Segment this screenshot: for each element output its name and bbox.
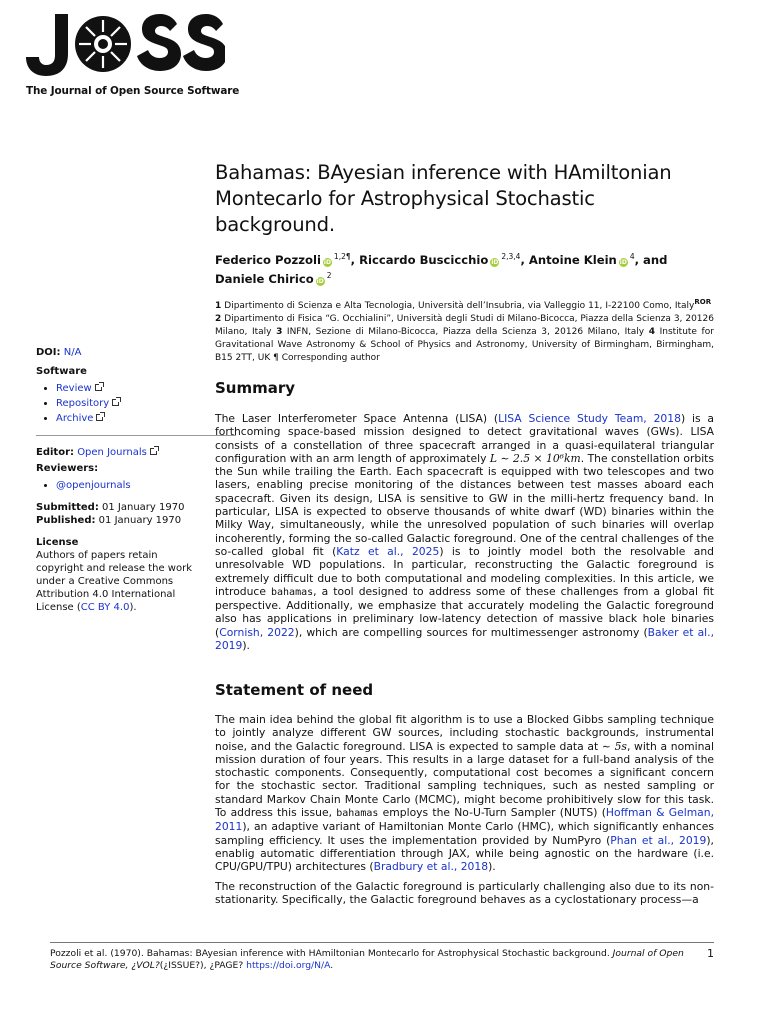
citation-link[interactable]: Katz et al., 2025: [336, 544, 440, 558]
reviewers-row: [36, 462, 236, 475]
text-run: ) is to jointly model both the resolvable and unresolvable WD populations. In particular, reconstructing the Galactic foreground is extremely difficult due to both computational and modeling complexities. In this article, we introduce: [215, 544, 714, 598]
text-run: ), which are compelling sources for multimessenger astronomy (: [294, 625, 648, 639]
citation-link[interactable]: Hoffman & Gelman, 2011: [215, 806, 714, 834]
footer-divider: [50, 942, 714, 943]
affiliation-text: Institute for Gravitational Wave Astronomy & School of Physics and Astronomy, University of Birmingham, Birmingham, B15 2TT, UK: [215, 326, 714, 363]
software-link-item: [56, 397, 236, 410]
author-separator: , and: [634, 252, 668, 267]
author-affiliation-marker: 2: [326, 270, 332, 280]
author-name: Daniele Chirico: [215, 271, 314, 286]
paper-header: [215, 160, 714, 365]
affiliation-text: INFN, Sezione di Milano-Bicocca, Piazza della Scienza 3, 20126 Milano, Italy: [286, 326, 645, 337]
affiliation-number: 2: [215, 313, 222, 324]
math-expression: ∼ 5s: [601, 739, 627, 753]
software-link-item: [56, 412, 236, 425]
license-body: Authors of papers retain copyright and release the work under a Creative Commons Attribution 4.0 International License (: [36, 550, 192, 613]
text-run: ), enablig automatic differentiation through JAX, while being agnostic on the hardware (i.e. CPU/GPU/TPU) architectures (: [215, 833, 714, 874]
editor-link[interactable]: Open Journals: [77, 447, 147, 458]
software-row: [36, 365, 236, 378]
orcid-icon[interactable]: iD: [316, 277, 324, 285]
author-separator: ,: [350, 252, 360, 267]
author-list: [215, 249, 714, 287]
external-link-icon: [95, 384, 102, 391]
author-name: Antoine Klein: [528, 252, 617, 267]
text-run: Pozzoli et al. (1970). Bahamas: BAyesian inference with HAmiltonian Montecarlo for Astrophysical Stochastic background.: [50, 948, 613, 959]
reviewer-link[interactable]: @openjournals: [56, 480, 131, 491]
joss-wordmark-icon: [25, 10, 225, 78]
doi-label: DOI:: [36, 347, 61, 358]
logo-subtitle: The Journal of Open Source Software: [26, 85, 240, 97]
citation-link[interactable]: Cornish, 2022: [219, 625, 295, 639]
external-link-icon: [96, 414, 103, 421]
affiliation-number: 3: [276, 326, 283, 337]
citation-link[interactable]: LISA Science Study Team, 2018: [498, 412, 681, 425]
submitted-date: 01 January 1970: [102, 502, 185, 513]
sidebar-divider: [36, 435, 236, 436]
published-label: Published:: [36, 515, 96, 526]
text-run: ).: [488, 860, 496, 874]
summary-section: [215, 412, 714, 652]
doi-row: [36, 346, 236, 359]
reviewers-label: Reviewers:: [36, 463, 99, 474]
reviewer-item: [56, 479, 236, 492]
orcid-icon[interactable]: iD: [619, 258, 627, 266]
text-run: ) is a forthcoming space-based mission designed to detect gravitational waves (GWs). LISA consists of a constellation of three spacecraft arranged in a quasi-equilateral triangular configuration with an arm length of approximately: [215, 412, 714, 465]
text-run: , a tool designed to address some of these challenges from a global fit perspective. Additionally, we emphasize that accurately modeling the Galactic foreground also has applications in preliminary low-latency detection of massive black hole binaries (: [215, 584, 714, 639]
software-link-item: [56, 382, 236, 395]
author-affiliation-marker: 1,2¶: [333, 252, 351, 261]
text-run: .: [330, 960, 334, 972]
statement-of-need-section: [215, 713, 714, 906]
author-affiliation-marker: 4: [629, 252, 635, 261]
submitted-label: Submitted:: [36, 502, 99, 513]
citation-link[interactable]: Baker et al., 2019: [215, 625, 714, 653]
text-run: . The constellation orbits the Sun while trailing the Earth. Each spacecraft is equipped with two telescopes and two lasers, enabling precise monitoring of the distances between test masses aboard each spacecraft. Given its design, LISA is sensitive to GW in the milli-hertz frequency band. In particular, LISA is expected to observe thousands of white dwarf (WD) binaries within the Milky Way, simultaneously, while the unresolved population of such binaries will overlap incoherently, forming the so-called Galactic foreground. One of the central challenges of the so-called global fit (: [215, 451, 714, 558]
published-date: 01 January 1970: [98, 515, 182, 526]
sidebar: [36, 346, 236, 614]
orcid-icon[interactable]: iD: [491, 258, 499, 266]
review-link[interactable]: Review: [56, 383, 92, 394]
license-text: [36, 549, 208, 614]
text-run: , with a nominal mission duration of four years. This results in a large dataset for a full-band analysis of the stochastic components. Consequently, computational cost becomes a significant concern for the stochastic sector. Traditional sampling techniques, such as nested sampling or standard Markov Chain Monte Carlo (MCMC), might become prohibitively slow for this task. To address this issue,: [215, 739, 715, 820]
author-name: Riccardo Buscicchio: [359, 252, 489, 267]
affiliation-number: 4: [648, 326, 655, 337]
issue-page: (¿ISSUE?), ¿PAGE?: [159, 960, 247, 972]
citation-link[interactable]: Phan et al., 2019: [610, 833, 707, 847]
statement-of-need-heading: Statement of need: [215, 681, 374, 699]
author-separator: ,: [520, 252, 529, 267]
joss-logo: [25, 10, 255, 97]
math-expression: L ∼ 2.5 × 10⁶km: [489, 451, 581, 465]
editor-row: [36, 446, 236, 459]
author-affiliation-marker: 2,3,4: [501, 252, 521, 261]
corresponding-author-note: ¶ Corresponding author: [273, 352, 380, 363]
affiliations: [215, 296, 714, 365]
external-link-icon: [150, 448, 157, 455]
volume: , ¿VOL?: [125, 960, 160, 972]
text-run: ).: [242, 639, 250, 653]
archive-link[interactable]: Archive: [56, 413, 94, 424]
footer-citation: [50, 948, 700, 973]
journal-name: Journal of Open Source Software: [50, 948, 684, 972]
text-run: The main idea behind the global fit algorithm is to use a Blocked Gibbs sampling technique to jointly analyze different GW sources, including stochastic backgrounds, instrumental noise, and the Galactic foreground. LISA is expected to sample data at: [215, 713, 714, 753]
page-footer: [50, 948, 714, 973]
license-label: License: [36, 537, 79, 548]
reviewers-list: [36, 479, 236, 492]
software-links: [36, 382, 236, 425]
orcid-icon[interactable]: iD: [323, 258, 331, 266]
submitted-row: [36, 501, 236, 514]
affiliation-number: 1: [215, 300, 222, 311]
doi-link[interactable]: N/A: [63, 347, 82, 358]
page-number: 1: [707, 947, 714, 960]
summary-heading: Summary: [215, 379, 296, 397]
author-name: Federico Pozzoli: [215, 252, 321, 267]
software-label: Software: [36, 366, 87, 377]
affiliation-text: Dipartimento di Fisica “G. Occhialini”, Università degli Studi di Milano-Bicocca, Piazza della Scienza 3, 20126 Milano, Italy: [215, 313, 714, 337]
published-row: [36, 514, 236, 527]
external-link-icon: [112, 399, 119, 406]
text-run: ), an adaptive variant of Hamiltonian Monte Carlo (HMC), which significantly enhances sampling efficiency. It uses the implementation provided by NumPyro (: [215, 820, 714, 847]
code-name: bahamas: [271, 586, 314, 598]
citation-link[interactable]: Bradbury et al., 2018: [373, 860, 489, 874]
need-paragraph: The reconstruction of the Galactic foreground is particularly challenging also due to its non-stationarity. Specifically, the Galactic foreground behaves as a cyclostationary process—a: [215, 879, 714, 906]
repository-link[interactable]: Repository: [56, 398, 110, 409]
license-end: ).: [129, 602, 137, 613]
license-link[interactable]: CC BY 4.0: [80, 602, 130, 613]
text-run: The Laser Interferometer Space Antenna (LISA) (: [215, 412, 499, 425]
doi-footer-link[interactable]: https://doi.org/N/A: [246, 960, 331, 972]
editor-label: Editor:: [36, 447, 74, 458]
text-run: employs the No-U-Turn Sampler (NUTS) (: [378, 806, 606, 820]
ror-icon[interactable]: ROR: [694, 297, 712, 306]
need-paragraph: [215, 713, 714, 874]
paper-title: Bahamas: BAyesian inference with HAmiltonian Montecarlo for Astrophysical Stochastic background.: [215, 161, 672, 236]
license-row: [36, 536, 236, 549]
code-name: bahamas: [336, 808, 379, 820]
affiliation-text: Dipartimento di Scienza e Alta Tecnologia, Università dell’Insubria, via Valleggio 11, I-22100 Como, Italy: [224, 300, 695, 311]
summary-paragraph: [215, 412, 714, 652]
